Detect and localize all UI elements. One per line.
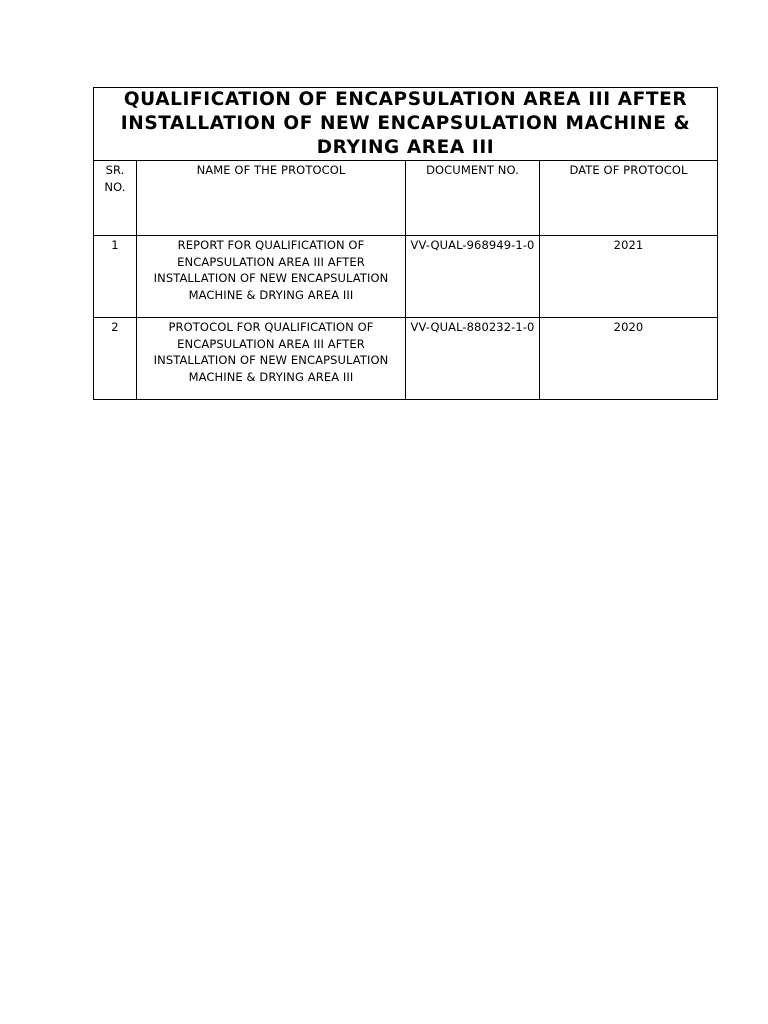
protocol-table (93, 87, 718, 400)
table-title: QUALIFICATION OF ENCAPSULATION AREA III AFTER INSTALLATION OF NEW ENCAPSULATION MACHINE & DRYING AREA III (94, 88, 718, 161)
row-sr-no: 2 (94, 318, 137, 400)
header-protocol-name: NAME OF THE PROTOCOL (137, 161, 406, 236)
row-document-no: VV-QUAL-968949-1-0 (406, 236, 540, 318)
header-document-no: DOCUMENT NO. (406, 161, 540, 236)
row-protocol-name: PROTOCOL FOR QUALIFICATION OF ENCAPSULATION AREA III AFTER INSTALLATION OF NEW ENCAPSULATION MACHINE & DRYING AREA III (137, 318, 406, 400)
header-date: DATE OF PROTOCOL (540, 161, 718, 236)
header-sr-no: SR. NO. (94, 161, 137, 236)
row-document-no: VV-QUAL-880232-1-0 (406, 318, 540, 400)
row-date: 2021 (540, 236, 718, 318)
row-sr-no: 1 (94, 236, 137, 318)
table-row (94, 318, 718, 400)
row-date: 2020 (540, 318, 718, 400)
row-protocol-name: REPORT FOR QUALIFICATION OF ENCAPSULATION AREA III AFTER INSTALLATION OF NEW ENCAPSULATION MACHINE & DRYING AREA III (137, 236, 406, 318)
title-row (94, 88, 718, 161)
table-row (94, 236, 718, 318)
header-row (94, 161, 718, 236)
